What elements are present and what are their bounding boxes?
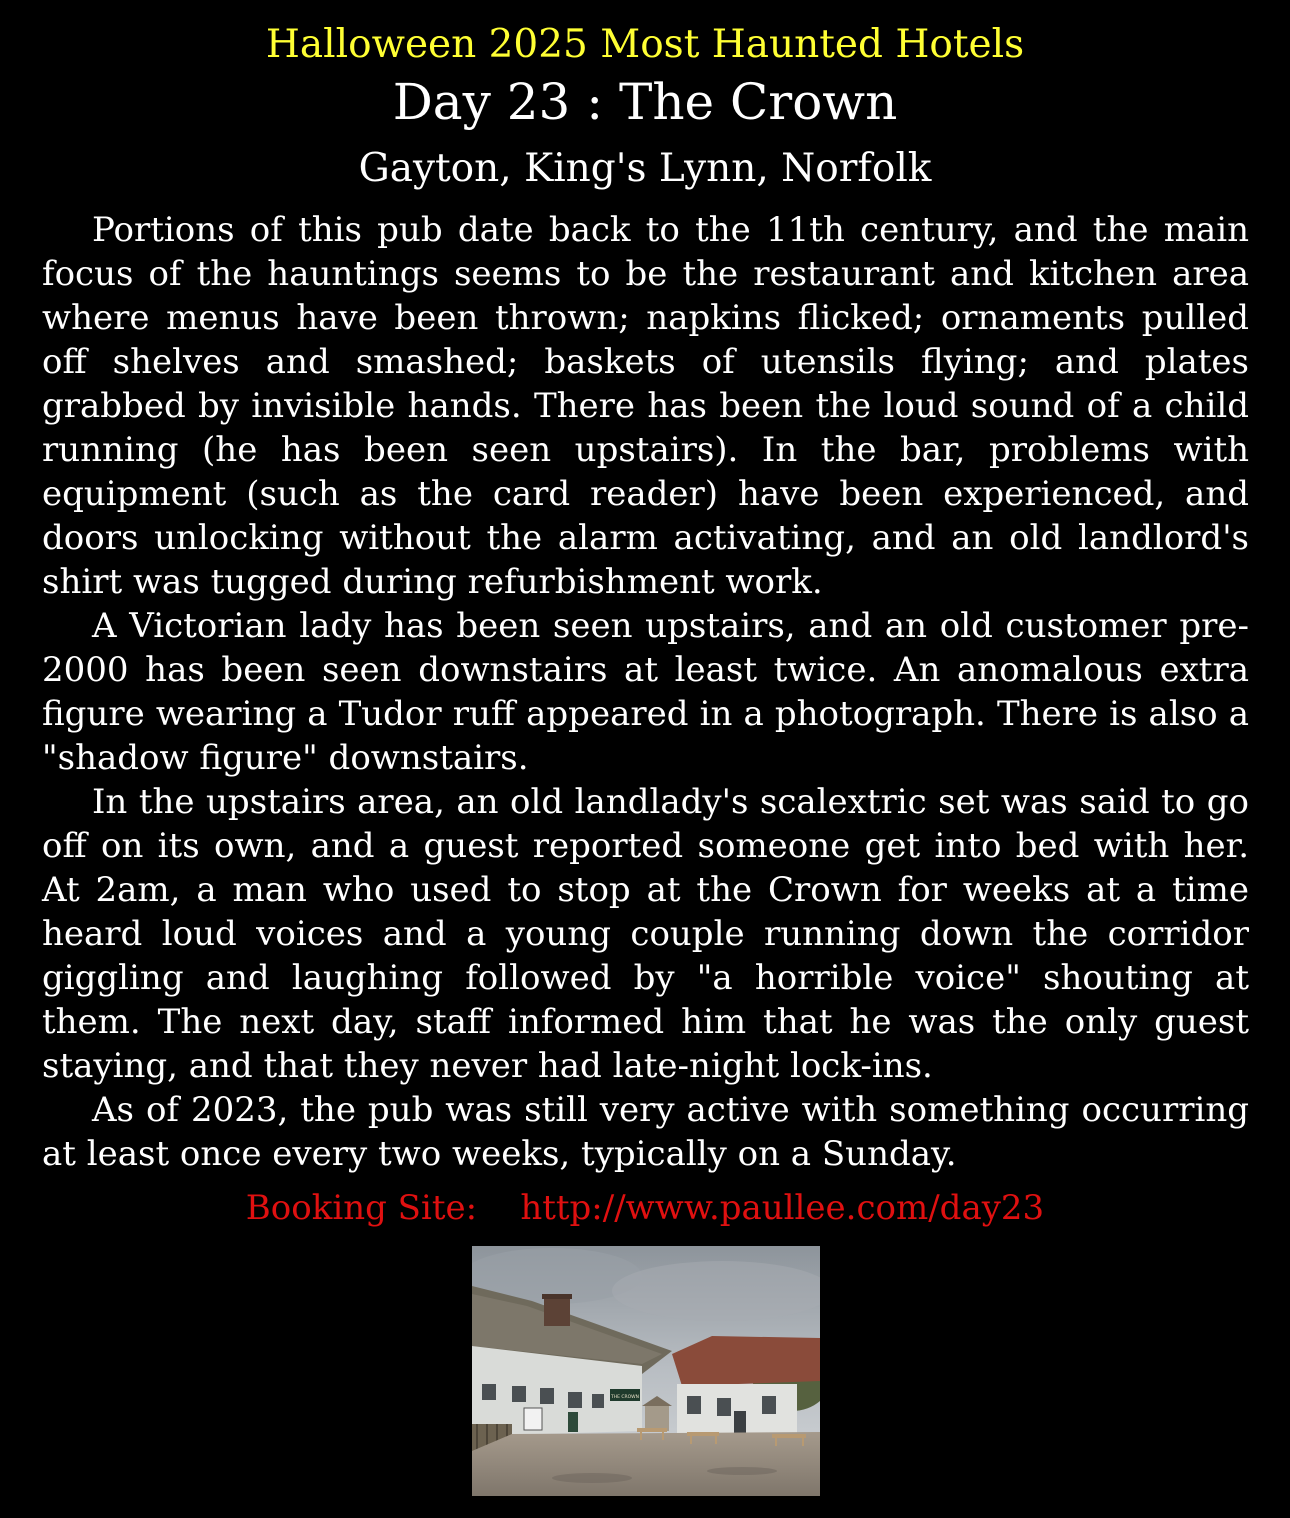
chimney xyxy=(544,1296,570,1326)
series-title: Halloween 2025 Most Haunted Hotels xyxy=(265,22,1025,67)
pub-sign-text: THE CROWN xyxy=(610,1395,640,1400)
car-park xyxy=(472,1432,820,1496)
article-body xyxy=(42,208,1249,1176)
pub-photo xyxy=(472,1246,820,1496)
location-subtitle: Gayton, King's Lynn, Norfolk xyxy=(358,146,932,191)
booking-label: Booking Site: xyxy=(245,1188,478,1228)
article-paragraph: A Victorian lady has been seen upstairs, and an old customer pre-2000 has been seen downstairs at least twice. An anomalous extra figure wearing a Tudor ruff appeared in a photograph. There is also a "shadow figure" downstairs. xyxy=(42,606,1249,778)
booking-link[interactable]: http://www.paullee.com/day23 xyxy=(520,1188,1045,1228)
article-paragraph: Portions of this pub date back to the 11th century, and the main focus of the hauntings seems to be the restaurant and kitchen area where menus have been thrown; napkins flicked; ornaments pulled off shelves and smashed; baskets of utensils flying; and plates grabbed by invisible hands. There has been the loud sound of a child running (he has been seen upstairs). In the bar, problems with equipment (such as the card reader) have been experienced, and doors unlocking without the alarm activating, and an old landlord's shirt was tugged during refurbishment work. xyxy=(42,210,1249,602)
article-paragraph: As of 2023, the pub was still very active with something occurring at least once every two weeks, typically on a Sunday. xyxy=(42,1090,1249,1174)
booking-line xyxy=(0,1186,1290,1230)
article-paragraph: In the upstairs area, an old landlady's scalextric set was said to go off on its own, and a guest reported someone get into bed with her. At 2am, a man who used to stop at the Crown for weeks at a time heard loud voices and a young couple running down the corridor giggling and laughing followed by "a horrible voice" shouting at them. The next day, staff informed him that he was the only guest staying, and that they never had late-night lock-ins. xyxy=(42,782,1249,1086)
page-title: Day 23 : The Crown xyxy=(392,73,898,131)
pub-photo-drawing xyxy=(472,1246,820,1496)
